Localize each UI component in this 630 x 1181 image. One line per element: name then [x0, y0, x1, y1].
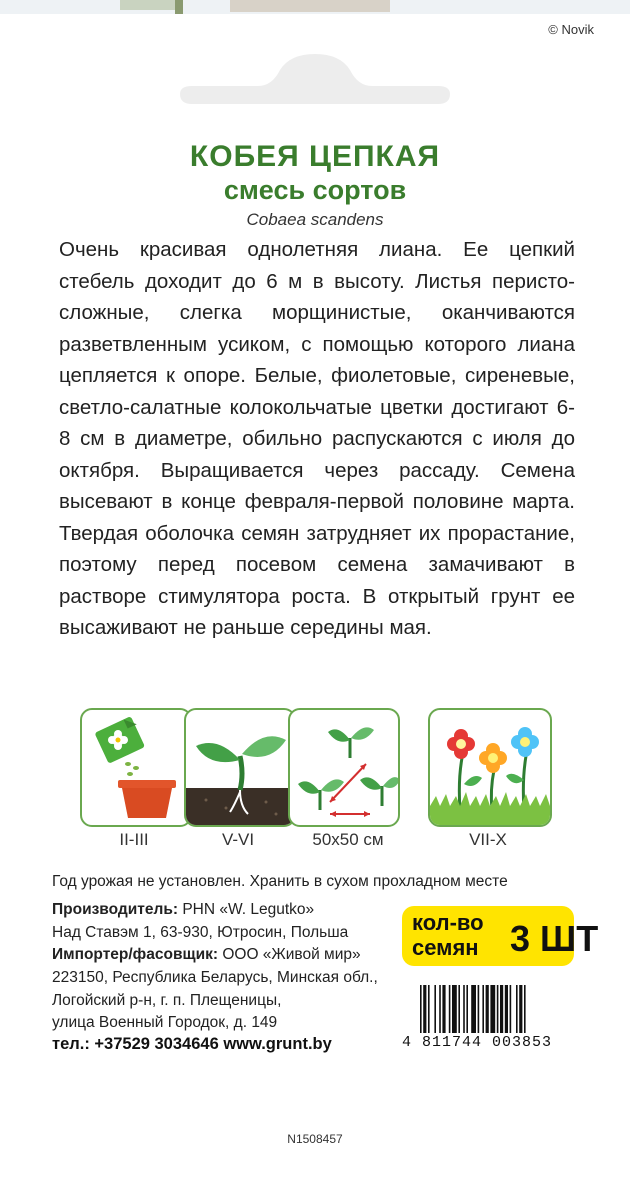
barcode-bar: [516, 985, 518, 1033]
barcode-bar: [423, 985, 426, 1033]
barcode-bar: [482, 985, 484, 1033]
barcode-bar: [510, 985, 512, 1033]
importer-line: [52, 944, 361, 966]
seed-count-label-line1: кол-во: [412, 910, 484, 935]
barcode-bar: [420, 985, 422, 1033]
importer-address-2: Логойский р-н, г. п. Плещеницы,: [52, 992, 282, 1009]
flowers-icon: [428, 708, 552, 827]
importer-name: ООО «Живой мир»: [222, 946, 361, 963]
barcode-bar: [478, 985, 480, 1033]
barcode-digits: 4 811744 003853: [402, 1034, 553, 1051]
seed-count-label: [412, 910, 484, 960]
importer-address-3: улица Военный Городок, д. 149: [52, 1014, 278, 1031]
barcode: [420, 985, 580, 1033]
producer-line: [52, 899, 314, 921]
barcode-bar: [452, 985, 457, 1033]
contacts: тел.: +37529 3034646 www.grunt.by: [52, 1035, 332, 1053]
barcode-bar: [486, 985, 489, 1033]
product-description: Очень красивая однолетняя лиана. Ее цепкий стебель доходит до 6 м в высоту. Листья перисто-сложные, слегка морщинистые, оканчиваются разветвленным усиком, с помощью которого лиана цепляется к опоре. Белые, фиолетовые, сиреневые, светло-салатные колокольчатые цветки достигают 6-8 см в диаметре, обильно распускаются с июля до октября. Выращивается через рассаду. Семена высевают в конце февраля-первой половине марта. Твердая оболочка семян затрудняет их прорастание, поэтому перед посевом семена замачивают в растворе стимулятора роста. В открытый грунт ее высаживают не раньше середины мая.: [59, 238, 575, 639]
seedling-soil-icon: [184, 708, 296, 827]
harvest-storage-note: Год урожая не установлен. Хранить в сухом прохладном месте: [52, 873, 508, 890]
barcode-bar: [442, 985, 445, 1033]
barcode-bar: [524, 985, 526, 1033]
sowing-pot-icon: [80, 708, 192, 827]
planting-spacing-icon: [288, 708, 400, 827]
icon-label-flowers: VII-X: [469, 830, 507, 849]
producer-address: Над Ставэм 1, 63-930, Ютросин, Польша: [52, 924, 349, 941]
seed-count-value: 3 ШТ: [510, 918, 599, 959]
importer-label: Импортер/фасовщик:: [52, 946, 219, 963]
icon-label-spacing: 50x50 см: [312, 830, 384, 849]
product-code: N1508457: [287, 1132, 343, 1146]
barcode-bar: [449, 985, 451, 1033]
icon-label-sowing: II-III: [119, 830, 149, 849]
copyright: © Novik: [548, 22, 594, 37]
barcode-bar: [505, 985, 508, 1033]
barcode-bar: [463, 985, 465, 1033]
seed-count-label-line2: семян: [412, 935, 479, 960]
barcode-bar: [466, 985, 468, 1033]
importer-address-1: 223150, Республика Беларусь, Минская обл.,: [52, 969, 378, 986]
latin-name: Cobaea scandens: [246, 210, 384, 229]
producer-name: PHN «W. Legutko»: [182, 901, 315, 918]
barcode-bar: [428, 985, 430, 1033]
icon-label-seedling: V-VI: [221, 830, 255, 849]
barcode-bar: [519, 985, 522, 1033]
barcode-bar: [458, 985, 460, 1033]
top-photo-strip: [0, 0, 630, 14]
product-title: КОБЕЯ ЦЕПКАЯ: [189, 140, 441, 173]
hanger-hole-shape: [180, 52, 450, 112]
producer-label: Производитель:: [52, 901, 179, 918]
barcode-bar: [497, 985, 499, 1033]
barcode-bar: [490, 985, 495, 1033]
barcode-bar: [471, 985, 476, 1033]
barcode-bar: [434, 985, 436, 1033]
barcode-bar: [439, 985, 441, 1033]
barcode-bar: [500, 985, 503, 1033]
product-subtitle: смесь сортов: [223, 175, 407, 205]
